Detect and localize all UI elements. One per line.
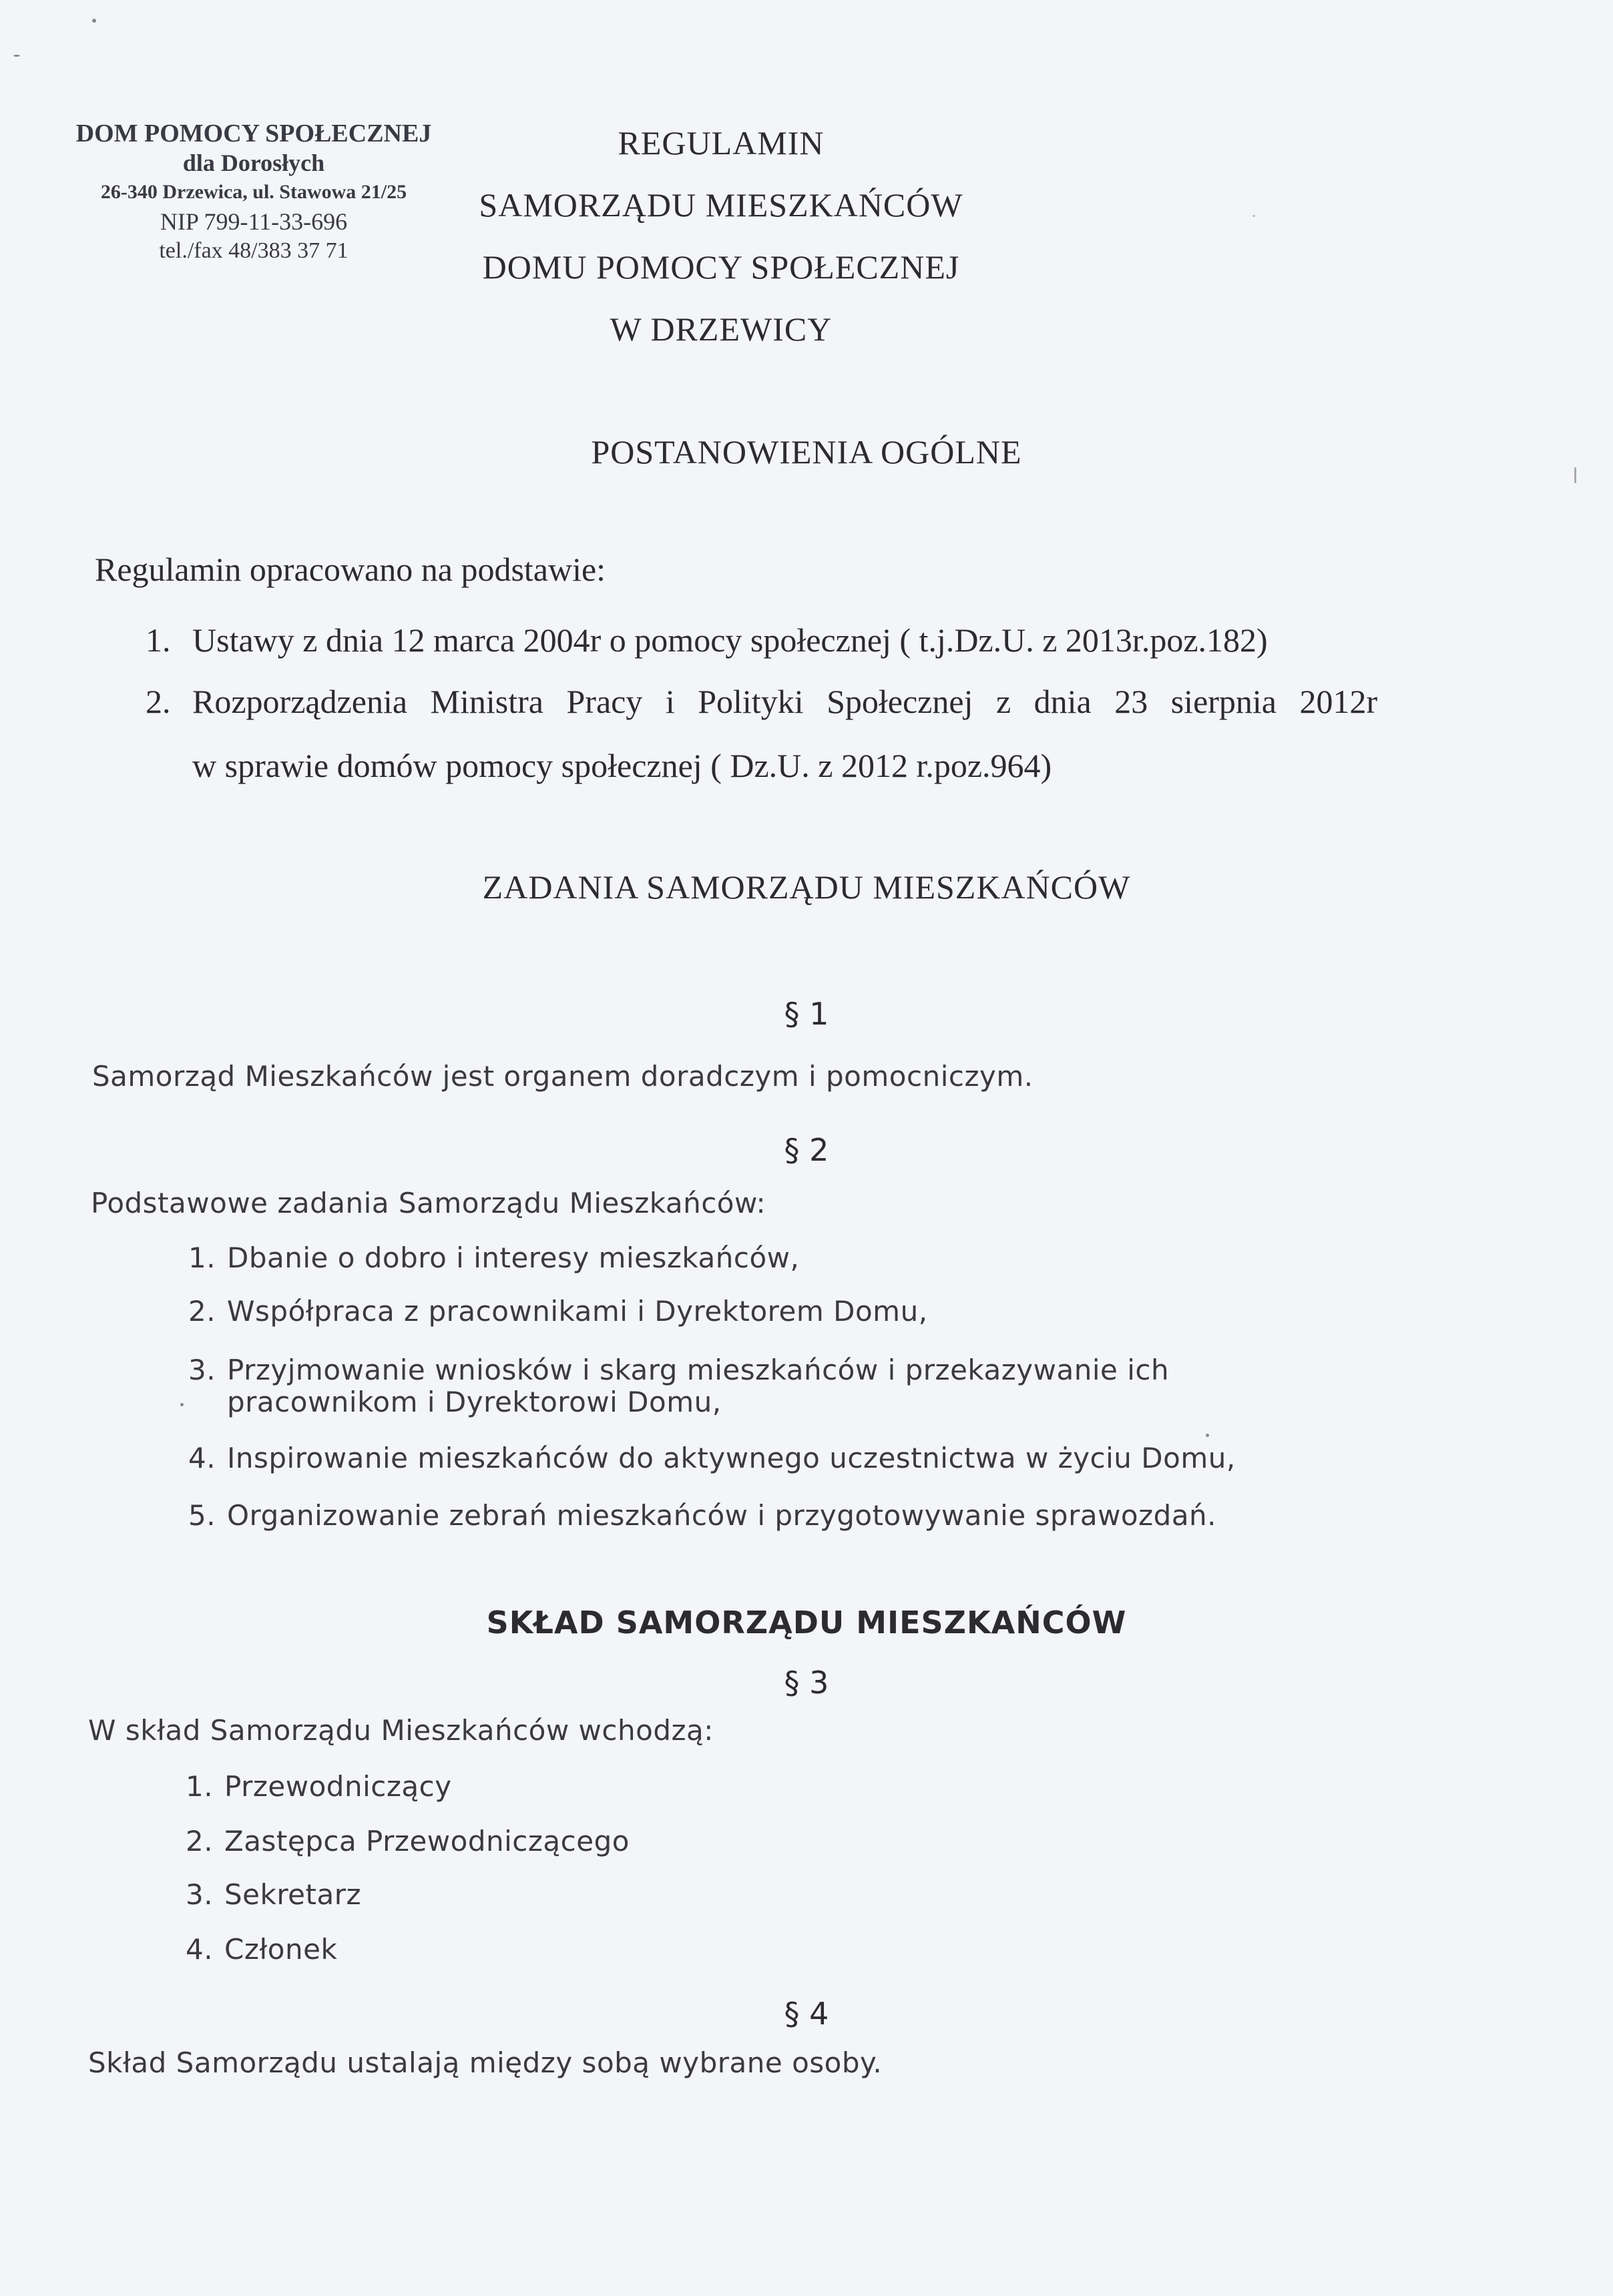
list-item-text: Ustawy z dnia 12 marca 2004r o pomocy społecznej ( t.j.Dz.U. z 2013r.poz.182) [192,621,1268,659]
section-heading-tasks: ZADANIA SAMORZĄDU MIESZKAŃCÓW [482,868,1131,906]
section-heading-composition: SKŁAD SAMORZĄDU MIESZKAŃCÓW [486,1605,1127,1641]
paragraph-4-text: Skład Samorządu ustalają między sobą wybrane osoby. [88,2046,883,2079]
paragraph-sign-4: § 4 [784,1996,829,2032]
list-item-number: 1. [188,1241,216,1274]
paragraph-sign-2: § 2 [784,1132,829,1168]
list-item-number: 2. [188,1295,216,1328]
stamp-line-phone: tel./fax 48/383 37 71 [159,238,349,263]
list-item-text: Sekretarz [224,1878,362,1911]
general-intro: Regulamin opracowano na podstawie: [95,551,606,588]
scan-speck [13,55,20,57]
paragraph-1-text: Samorząd Mieszkańców jest organem doradczym i pomocniczym. [92,1060,1033,1093]
list-item-number: 2. [186,1825,214,1857]
list-item-number: 1. [146,621,171,659]
stamp-line-name: DOM POMOCY SPOŁECZNEJ [75,119,432,148]
stamp-line-subtitle: dla Dorosłych [182,150,325,176]
list-item-number: 3. [188,1354,216,1386]
section-heading-general: POSTANOWIENIA OGÓLNE [591,433,1022,471]
list-item-continuation: pracownikom i Dyrektorowi Domu, [227,1386,722,1418]
list-item-text: Inspirowanie mieszkańców do aktywnego uczestnictwa w życiu Domu, [227,1442,1236,1474]
list-item-text: Współpraca z pracownikami i Dyrektorem Domu, [227,1295,928,1328]
title-line-3: DOMU POMOCY SPOŁECZNEJ [482,248,960,286]
paragraph-2-intro: Podstawowe zadania Samorządu Mieszkańców: [91,1187,766,1219]
list-item-text: Dbanie o dobro i interesy mieszkańców, [227,1241,800,1274]
scan-speck [92,19,96,23]
scan-speck [1206,1434,1209,1437]
institution-stamp [47,119,461,266]
scan-speck [180,1403,184,1406]
paragraph-sign-3: § 3 [784,1665,829,1701]
list-item-text: Członek [224,1933,338,1966]
list-item-text: Organizowanie zebrań mieszkańców i przygotowywanie sprawozdań. [227,1499,1217,1532]
list-item-text: Przyjmowanie wniosków i skarg mieszkańców i przekazywanie ich [227,1354,1170,1386]
list-item-continuation: w sprawie domów pomocy społecznej ( Dz.U. z 2012 r.poz.964) [192,747,1052,784]
list-item-number: 3. [186,1878,214,1911]
paragraph-sign-1: § 1 [784,996,829,1032]
title-line-4: W DRZEWICY [610,310,833,348]
list-item-number: 5. [188,1499,216,1532]
document-title [427,112,1015,360]
stamp-line-nip: NIP 799-11-33-696 [160,208,348,235]
title-line-2: SAMORZĄDU MIESZKAŃCÓW [479,186,963,224]
list-item-text: Zastępca Przewodniczącego [224,1825,630,1857]
title-line-1: REGULAMIN [618,124,825,162]
list-item-text: Rozporządzenia Ministra Pracy i Polityki Społecznej z dnia 23 sierpnia 2012r [192,683,1378,720]
list-item-number: 1. [186,1770,214,1803]
stamp-line-address: 26-340 Drzewica, ul. Stawowa 21/25 [100,181,407,203]
list-item-text: Przewodniczący [224,1770,452,1803]
scan-speck [1252,215,1255,217]
list-item-number: 4. [186,1933,214,1966]
list-item-number: 2. [146,683,171,720]
scan-speck [1574,467,1576,483]
list-item-number: 4. [188,1442,216,1474]
paragraph-3-intro: W skład Samorządu Mieszkańców wchodzą: [88,1714,714,1747]
